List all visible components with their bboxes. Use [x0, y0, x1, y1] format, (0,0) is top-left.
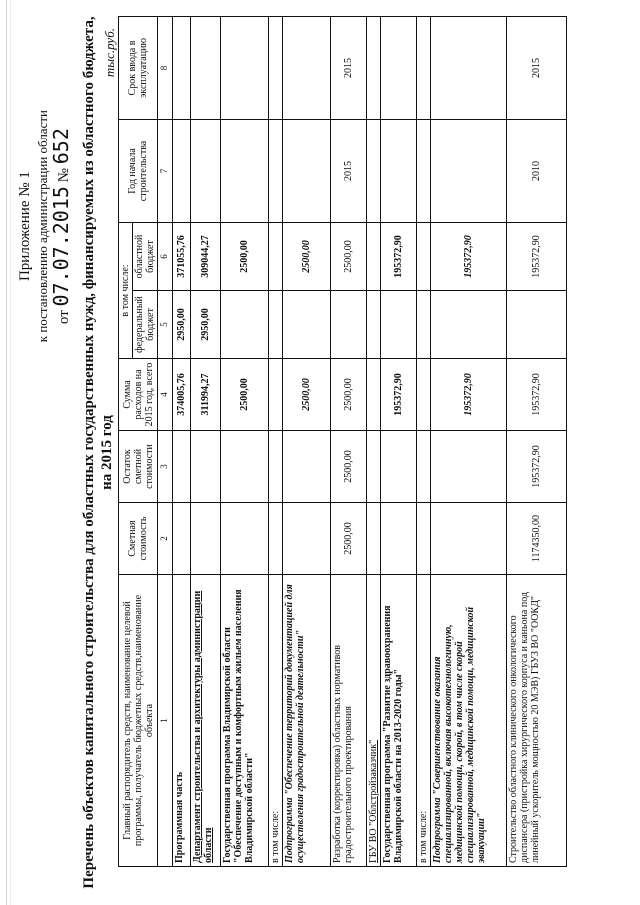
header-col3: Остаток сметной стоимости — [119, 431, 158, 503]
row-label: Подпрограмма "Совершенствование оказания специализированной, включая высокотехнологичную, медицинской помощи, скорой, в том числе скорой специализированной, медицинской помощи, медицинской эвакуации" — [431, 575, 507, 867]
cell-remaining-cost — [283, 431, 331, 503]
row-label: в том числе: — [417, 575, 431, 867]
cell-start-year — [269, 120, 283, 223]
index-cell: 8 — [158, 17, 173, 120]
cell-commissioning — [269, 17, 283, 120]
cell-estimated-cost — [173, 503, 191, 575]
row-label: Государственная программа "Развитие здравоохранения Владимирской области на 2013-2020 годы" — [381, 575, 417, 867]
cell-federal — [283, 291, 331, 359]
cell-regional — [367, 223, 381, 291]
index-cell: 1 — [158, 575, 173, 867]
cell-remaining-cost — [367, 431, 381, 503]
cell-total-2015: 195372,90 — [507, 359, 567, 431]
cell-commissioning — [431, 17, 507, 120]
cell-regional: 195372,90 — [381, 223, 417, 291]
cell-estimated-cost — [221, 503, 269, 575]
cell-regional: 2500,00 — [221, 223, 269, 291]
index-cell: 3 — [158, 431, 173, 503]
cell-estimated-cost — [283, 503, 331, 575]
cell-commissioning: 2015 — [331, 17, 367, 120]
cell-total-2015: 2500,00 — [283, 359, 331, 431]
header-in-that: в том числе: — [119, 223, 133, 359]
cell-commissioning: 2015 — [507, 17, 567, 120]
cell-start-year — [381, 120, 417, 223]
cell-start-year — [173, 120, 191, 223]
cell-regional: 309044,27 — [191, 223, 221, 291]
cell-total-2015: 374005,76 — [173, 359, 191, 431]
header-col7: Год начала строительства — [119, 120, 158, 223]
table-row — [269, 17, 283, 867]
cell-regional — [417, 223, 431, 291]
cell-federal — [507, 291, 567, 359]
cell-regional: 2500,00 — [283, 223, 331, 291]
header-row-1 — [119, 17, 133, 867]
cell-total-2015: 195372,90 — [381, 359, 417, 431]
cell-total-2015 — [417, 359, 431, 431]
table-row — [431, 17, 507, 867]
table-row — [331, 17, 367, 867]
cell-estimated-cost — [191, 503, 221, 575]
cell-estimated-cost — [431, 503, 507, 575]
row-label: Программная часть — [173, 575, 191, 867]
cell-total-2015: 2500,00 — [331, 359, 367, 431]
cell-federal — [269, 291, 283, 359]
cell-total-2015: 311994,27 — [191, 359, 221, 431]
cell-remaining-cost — [269, 431, 283, 503]
cell-estimated-cost — [381, 503, 417, 575]
cell-federal — [381, 291, 417, 359]
index-cell: 7 — [158, 120, 173, 223]
table-row — [173, 17, 191, 867]
cell-start-year — [367, 120, 381, 223]
header-col4: Сумма расходов на 2015 год, всего — [119, 359, 158, 431]
index-cell: 4 — [158, 359, 173, 431]
header-col2: Сметная стоимость — [119, 503, 158, 575]
cell-total-2015: 195372,90 — [431, 359, 507, 431]
row-label: ГБУ ВО "Облстройзаказчик" — [367, 575, 381, 867]
cell-commissioning — [381, 17, 417, 120]
handwritten-number: 652 — [49, 128, 73, 165]
table-row — [507, 17, 567, 867]
cell-total-2015 — [269, 359, 283, 431]
appendix-label: Приложение № 1 — [17, 171, 33, 282]
cell-estimated-cost — [417, 503, 431, 575]
cell-estimated-cost: 2500,00 — [331, 503, 367, 575]
cell-regional — [269, 223, 283, 291]
table-row — [221, 17, 269, 867]
cell-start-year — [417, 120, 431, 223]
cell-start-year — [191, 120, 221, 223]
cell-federal: 2950,00 — [191, 291, 221, 359]
title-line-2: на 2015 год — [99, 415, 115, 490]
index-row — [158, 17, 173, 867]
cell-regional: 195372,90 — [431, 223, 507, 291]
cell-remaining-cost — [417, 431, 431, 503]
title-line-1: Перечень объектов капитального строительства для областных государственных нужд, финансируемых из областного бюджета, — [81, 16, 97, 889]
cell-remaining-cost — [431, 431, 507, 503]
row-label: Подпрограмма "Обеспечение территорий документацией для осуществления градостроительной деятельности" — [283, 575, 331, 867]
table-row — [367, 17, 381, 867]
cell-federal — [367, 291, 381, 359]
row-label: Департамент строительства и архитектуры администрации области — [191, 575, 221, 867]
table-row — [381, 17, 417, 867]
cell-remaining-cost — [381, 431, 417, 503]
header-col8: Срок ввода в эксплуатацию — [119, 17, 158, 120]
cell-federal — [221, 291, 269, 359]
document-title — [80, 10, 116, 895]
cell-estimated-cost — [269, 503, 283, 575]
cell-total-2015 — [367, 359, 381, 431]
index-cell: 6 — [158, 223, 173, 291]
index-cell: 5 — [158, 291, 173, 359]
cell-commissioning — [191, 17, 221, 120]
cell-regional: 195372,90 — [507, 223, 567, 291]
row-label: Государственная программа Владимирской области "Обеспечение доступным и комфортным жильем населения Владимирской области" — [221, 575, 269, 867]
objects-table — [118, 16, 567, 867]
appendix-date-line — [49, 110, 73, 342]
date-prefix: от — [56, 310, 72, 325]
cell-start-year: 2015 — [331, 120, 367, 223]
cell-estimated-cost: 1174350,00 — [507, 503, 567, 575]
cell-commissioning — [283, 17, 331, 120]
index-cell: 2 — [158, 503, 173, 575]
cell-federal — [431, 291, 507, 359]
table-row — [191, 17, 221, 867]
cell-federal — [331, 291, 367, 359]
cell-federal: 2950,00 — [173, 291, 191, 359]
cell-total-2015: 2500,00 — [221, 359, 269, 431]
cell-remaining-cost — [191, 431, 221, 503]
cell-start-year: 2010 — [507, 120, 567, 223]
header-col1: Главный распорядитель средств, наименование целевой программы, получатель бюджетных средств,наименование объекта — [119, 575, 158, 867]
cell-remaining-cost — [221, 431, 269, 503]
table-row — [417, 17, 431, 867]
appendix-header — [16, 110, 73, 342]
cell-start-year — [431, 120, 507, 223]
unit-label: тыс.руб. — [102, 28, 117, 78]
cell-commissioning — [417, 17, 431, 120]
number-prefix: № — [56, 168, 72, 183]
cell-regional: 371055,76 — [173, 223, 191, 291]
cell-start-year — [283, 120, 331, 223]
table-row — [283, 17, 331, 867]
cell-remaining-cost — [173, 431, 191, 503]
cell-commissioning — [221, 17, 269, 120]
row-label: Строительство областного клинического онкологического диспансера (пристройка хирургического корпуса и каньона под линейный ускоритель мощностью 20 МЭВ) ГБУЗ ВО "ООКД" — [507, 575, 567, 867]
header-col5: федеральный бюджет — [133, 291, 158, 359]
appendix-reference: к постановлению администрации области — [35, 110, 50, 343]
header-col6: областной бюджет — [133, 223, 158, 291]
cell-federal — [417, 291, 431, 359]
cell-regional: 2500,00 — [331, 223, 367, 291]
cell-remaining-cost: 2500,00 — [331, 431, 367, 503]
handwritten-date: 07.07.2015 — [49, 186, 73, 307]
row-label: Разработка (корректировка) областных нормативов градостроительного проектирования — [331, 575, 367, 867]
cell-commissioning — [367, 17, 381, 120]
row-label: в том числе: — [269, 575, 283, 867]
cell-start-year — [221, 120, 269, 223]
cell-remaining-cost: 195372,90 — [507, 431, 567, 503]
cell-commissioning — [173, 17, 191, 120]
cell-estimated-cost — [367, 503, 381, 575]
